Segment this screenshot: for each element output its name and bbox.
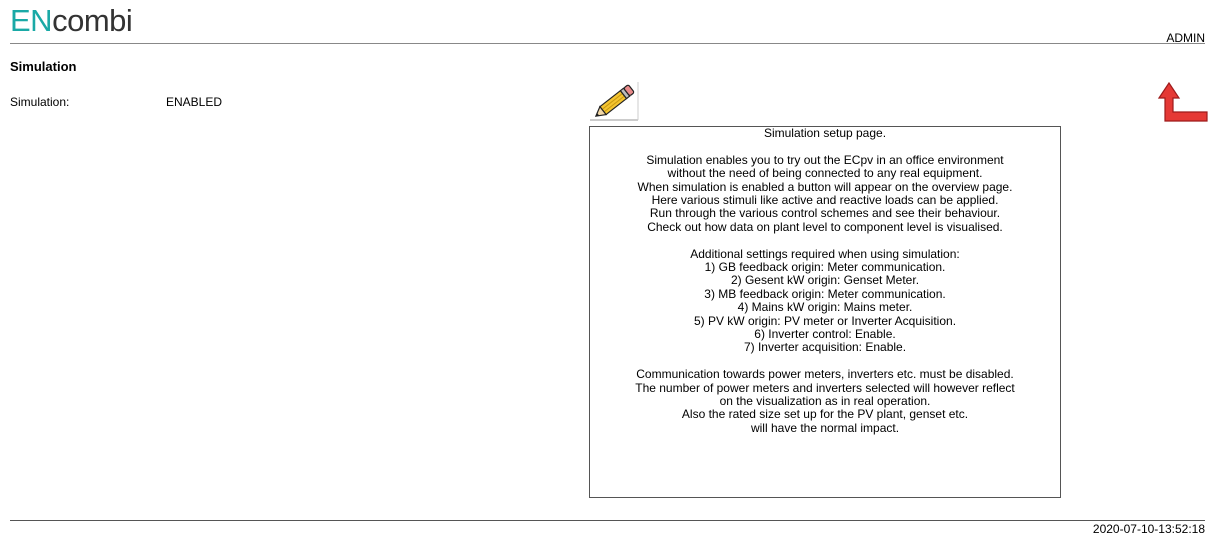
help-line: The number of power meters and inverters selected will however reflect: [635, 380, 1015, 395]
pencil-icon: [589, 81, 639, 121]
help-line: on the visualization as in real operation.: [719, 394, 931, 409]
back-arrow-icon: [1156, 80, 1208, 122]
header-divider: [10, 43, 1205, 44]
help-line: Communication towards power meters, inverters etc. must be disabled.: [636, 367, 1014, 382]
help-line: Run through the various control schemes and see their behaviour.: [649, 206, 1001, 221]
simulation-label: Simulation:: [10, 95, 70, 109]
help-line: 5) PV kW origin: PV meter or Inverter Acquisition.: [693, 313, 957, 328]
help-text: [590, 127, 1060, 435]
page-title: Simulation: [10, 59, 77, 74]
help-line: Also the rated size set up for the PV plant, genset etc.: [681, 407, 969, 422]
edit-button[interactable]: [589, 81, 639, 121]
user-name[interactable]: ADMIN: [1166, 31, 1205, 45]
help-line: Additional settings required when using simulation:: [690, 246, 960, 261]
help-line: 3) MB feedback origin: Meter communication.: [704, 286, 946, 301]
help-line: 4) Mains kW origin: Mains meter.: [737, 300, 913, 315]
back-button[interactable]: [1156, 80, 1208, 122]
help-line: 7) Inverter acquisition: Enable.: [743, 340, 907, 355]
help-spacer: [590, 355, 1060, 368]
logo-suffix: combi: [52, 3, 133, 38]
help-line: Here various stimuli like active and reactive loads can be applied.: [651, 193, 999, 208]
help-line: Check out how data on plant level to component level is visualised.: [647, 219, 1003, 234]
help-panel: [589, 126, 1061, 498]
help-line: 2) Gesent kW origin: Genset Meter.: [730, 273, 920, 288]
logo-prefix: EN: [10, 3, 53, 38]
help-spacer: [590, 234, 1060, 247]
footer-divider: [10, 520, 1205, 521]
help-line: will have the normal impact.: [750, 420, 900, 435]
help-line: Simulation setup page.: [763, 126, 887, 140]
footer-timestamp: 2020-07-10-13:52:18: [1092, 522, 1205, 536]
help-line: Simulation enables you to try out the ECpv in an office environment: [646, 152, 1004, 167]
help-line: 1) GB feedback origin: Meter communication.: [704, 260, 946, 275]
help-spacer: [590, 140, 1060, 153]
help-line: 6) Inverter control: Enable.: [754, 327, 896, 342]
help-line: without the need of being connected to any real equipment.: [667, 166, 983, 181]
simulation-value: ENABLED: [166, 95, 223, 109]
help-line: When simulation is enabled a button will appear on the overview page.: [637, 179, 1013, 194]
encombi-logo: [10, 3, 132, 39]
